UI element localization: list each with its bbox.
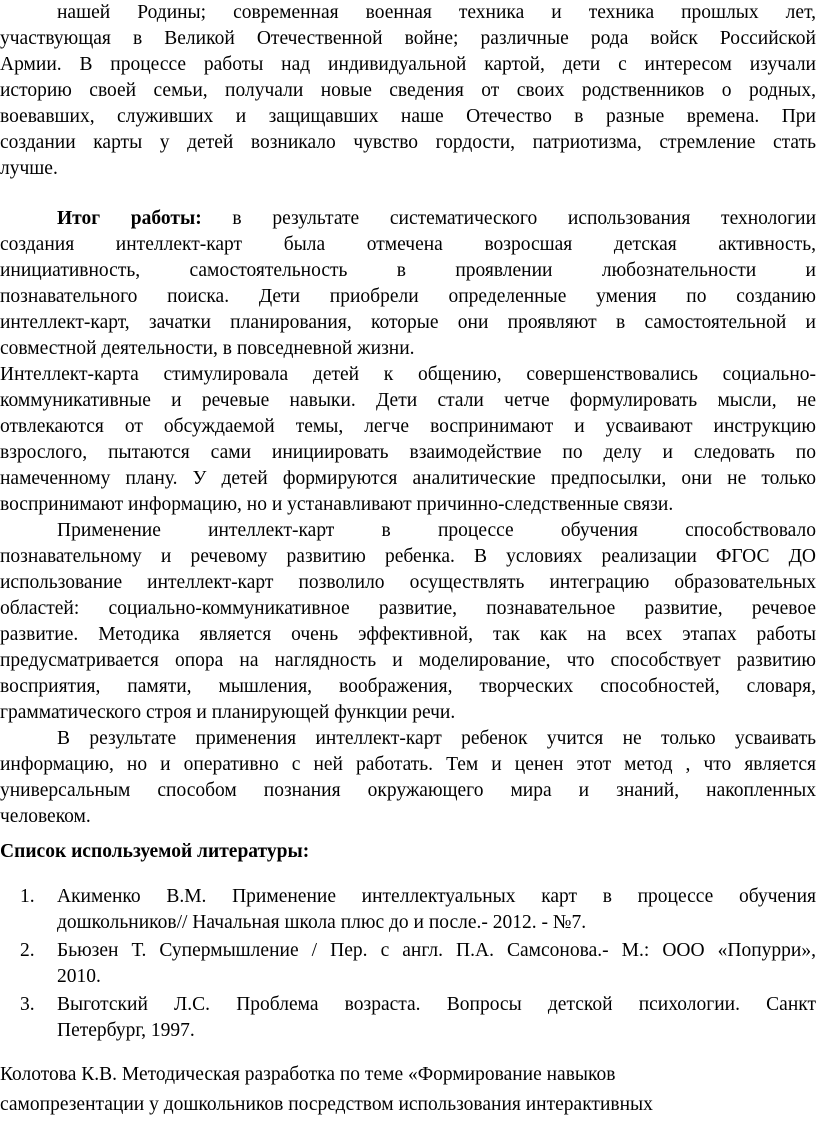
text-line: участвующая в Великой Отечественной войне; различные рода войск Российской [0, 28, 816, 49]
text-line: коммуникативные и речевые навыки. Дети стали четче формулировать мысли, не [0, 390, 816, 411]
reference-number: 3. [20, 994, 35, 1015]
text-line: областей: социально-коммуникативное развитие, познавательное развитие, речевое [0, 598, 816, 619]
text-line: самопрезентации у дошкольников посредством использования интерактивных [0, 1094, 653, 1115]
text-line: интеллект-карт, зачатки планирования, которые они проявляют в самостоятельной и [0, 312, 816, 333]
text-line: Колотова К.В. Методическая разработка по теме «Формирование навыков [0, 1064, 616, 1085]
text-line: предусматривается опора на наглядность и моделирование, что способствует развитию [0, 650, 816, 671]
text-line: В результате применения интеллект-карт ребенок учится не только усваивать [57, 728, 816, 749]
text-line: воевавших, служивших и защищавших наше Отечество в разные времена. При [0, 106, 816, 127]
text-line: историю своей семьи, получали новые сведения от своих родственников о родных, [0, 80, 816, 101]
reference-number: 2. [20, 940, 35, 961]
text-line: Акименко В.М. Применение интеллектуальных карт в процессе обучения [57, 886, 816, 907]
reference-number: 1. [20, 886, 35, 907]
text-line: нашей Родины; современная военная техника и техника прошлых лет, [57, 2, 816, 23]
result-label: Итог работы: [57, 208, 202, 229]
text-line: человеком. [0, 806, 91, 827]
text-line: взрослого, пытаются сами инициировать взаимодействие по делу и следовать по [0, 442, 816, 463]
text-line: Армии. В процессе работы над индивидуальной картой, дети с интересом изучали [0, 54, 816, 75]
text-span: в результате систематического использования технологии [232, 208, 816, 229]
text-line: универсальным способом познания окружающего мира и знаний, накопленных [0, 780, 816, 801]
text-line: Применение интеллект-карт в процессе обучения способствовало [57, 520, 816, 541]
paragraph-result [0, 206, 816, 830]
text-line [0, 206, 816, 232]
text-line: Выготский Л.С. Проблема возраста. Вопросы детской психологии. Санкт [57, 994, 816, 1015]
text-line: совместной деятельности, в повседневной жизни. [0, 338, 415, 359]
text-line: Петербург, 1997. [57, 1020, 195, 1041]
footer-citation [0, 1060, 816, 1120]
paragraph-1 [0, 0, 816, 182]
text-line: использование интеллект-карт позволило осуществлять интеграцию образовательных [0, 572, 816, 593]
text-line: создании карты у детей возникало чувство гордости, патриотизма, стремление стать [0, 132, 816, 153]
text-line: познавательного поиска. Дети приобрели определенные умения по созданию [0, 286, 816, 307]
references-heading: Список используемой литературы: [0, 841, 310, 862]
text-line: познавательному и речевому развитию ребенка. В условиях реализации ФГОС ДО [0, 546, 816, 567]
text-line: воспринимают информацию, но и устанавливают причинно-следственные связи. [0, 494, 674, 515]
text-line: грамматического строя и планирующей функции речи. [0, 702, 456, 723]
reference-item [0, 938, 816, 990]
text-line: отвлекаются от обсуждаемой темы, легче воспринимают и усваивают инструкцию [0, 416, 816, 437]
text-line: восприятия, памяти, мышления, воображения, творческих способностей, словаря, [0, 676, 816, 697]
reference-item [0, 884, 816, 936]
text-line: дошкольников// Начальная школа плюс до и после.- 2012. - №7. [57, 912, 587, 933]
text-line: развитие. Методика является очень эффективной, так как на всех этапах работы [0, 624, 816, 645]
text-line: создания интеллект-карт была отмечена возросшая детская активность, [0, 234, 816, 255]
text-line: Бьюзен Т. Супермышление / Пер. с англ. П.А. Самсонова.- М.: ООО «Попурри», [57, 940, 816, 961]
text-line: намеченному плану. У детей формируются аналитические предпосылки, они не только [0, 468, 816, 489]
text-line: инициативность, самостоятельность в проявлении любознательности и [0, 260, 816, 281]
text-line: лучше. [0, 158, 58, 179]
reference-item [0, 992, 816, 1044]
text-line: 2010. [57, 966, 101, 987]
text-line: информацию, но и оперативно с ней работать. Тем и ценен этот метод , что является [0, 754, 816, 775]
text-line: Интеллект-карта стимулировала детей к общению, совершенствовались социально- [0, 364, 816, 385]
